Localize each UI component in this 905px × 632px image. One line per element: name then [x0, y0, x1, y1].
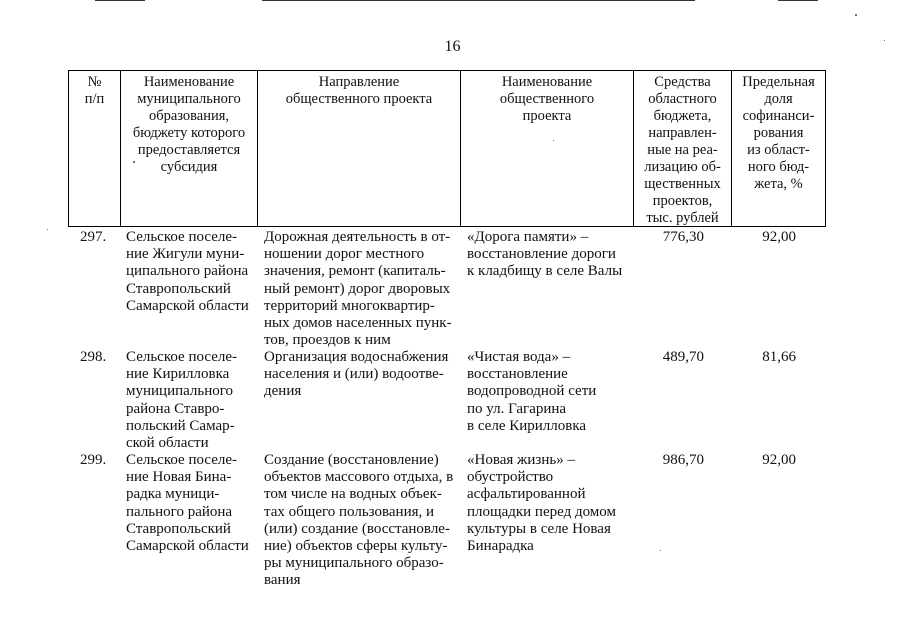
row-298-share: 81,66	[762, 349, 796, 365]
header-municipality: Наименование муниципального образования, бюджету которого предоставляется субсидия	[121, 70, 258, 227]
scan-speck	[660, 550, 661, 551]
row-299-num: 299.	[80, 452, 107, 468]
header-share: Предельная доля софинанси- рования из област- ного бюд- жета, %	[732, 70, 826, 227]
top-rule-right	[778, 0, 818, 1]
row-297-direction: Дорожная деятельность в от- ношении дорог местного значения, ремонт (капиталь- ный ремонт) дорог дворовых территорий многоквартир- ных домов населенных пунк- тов, проездов к ним	[264, 229, 452, 349]
row-298-funds: 489,70	[662, 349, 704, 365]
scan-speck	[855, 14, 857, 16]
row-297-num: 297.	[80, 229, 107, 245]
page-number: 16	[444, 38, 461, 55]
row-298-project: «Чистая вода» – восстановление водопроводной сети по ул. Гагарина в селе Кирилловка	[467, 349, 597, 434]
scan-speck	[47, 229, 48, 230]
header-project: Наименование общественного проекта	[461, 70, 634, 227]
row-299-municipality: Сельское поселе- ние Новая Бина- радка муници- пального района Ставропольский Самарской области	[126, 452, 249, 555]
top-rule-left	[95, 0, 145, 1]
header-num: № п/п	[68, 70, 121, 227]
row-297-funds: 776,30	[662, 229, 704, 245]
row-299-funds: 986,70	[662, 452, 704, 468]
row-297-share: 92,00	[762, 229, 796, 245]
top-rule-center	[262, 0, 695, 1]
row-298-direction: Организация водоснабжения населения и (или) водоотве- дения	[264, 349, 449, 400]
row-298-municipality: Сельское поселе- ние Кирилловка муниципального района Ставро- польский Самар- ской области	[126, 349, 237, 452]
row-298-num: 298.	[80, 349, 107, 365]
header-funds: Средства областного бюджета, направлен- ные на реа- лизацию об- щественных проектов, тыс. рублей	[634, 70, 732, 227]
row-299-share: 92,00	[762, 452, 796, 468]
row-299-direction: Создание (восстановление) объектов массового отдыха, в том числе на водных объек- тах общего пользования, и (или) создание (восстановле- ние) объектов сферы культу- ры муниципального образо- вания	[264, 452, 454, 589]
row-299-project: «Новая жизнь» – обустройство асфальтированной площадки перед домом культуры в селе Новая Бинарадка	[467, 452, 616, 555]
row-297-municipality: Сельское поселе- ние Жигули муни- ципального района Ставропольский Самарской области	[126, 229, 249, 314]
row-297-project: «Дорога памяти» – восстановление дороги к кладбищу в селе Валы	[467, 229, 623, 280]
header-direction: Направление общественного проекта	[258, 70, 461, 227]
